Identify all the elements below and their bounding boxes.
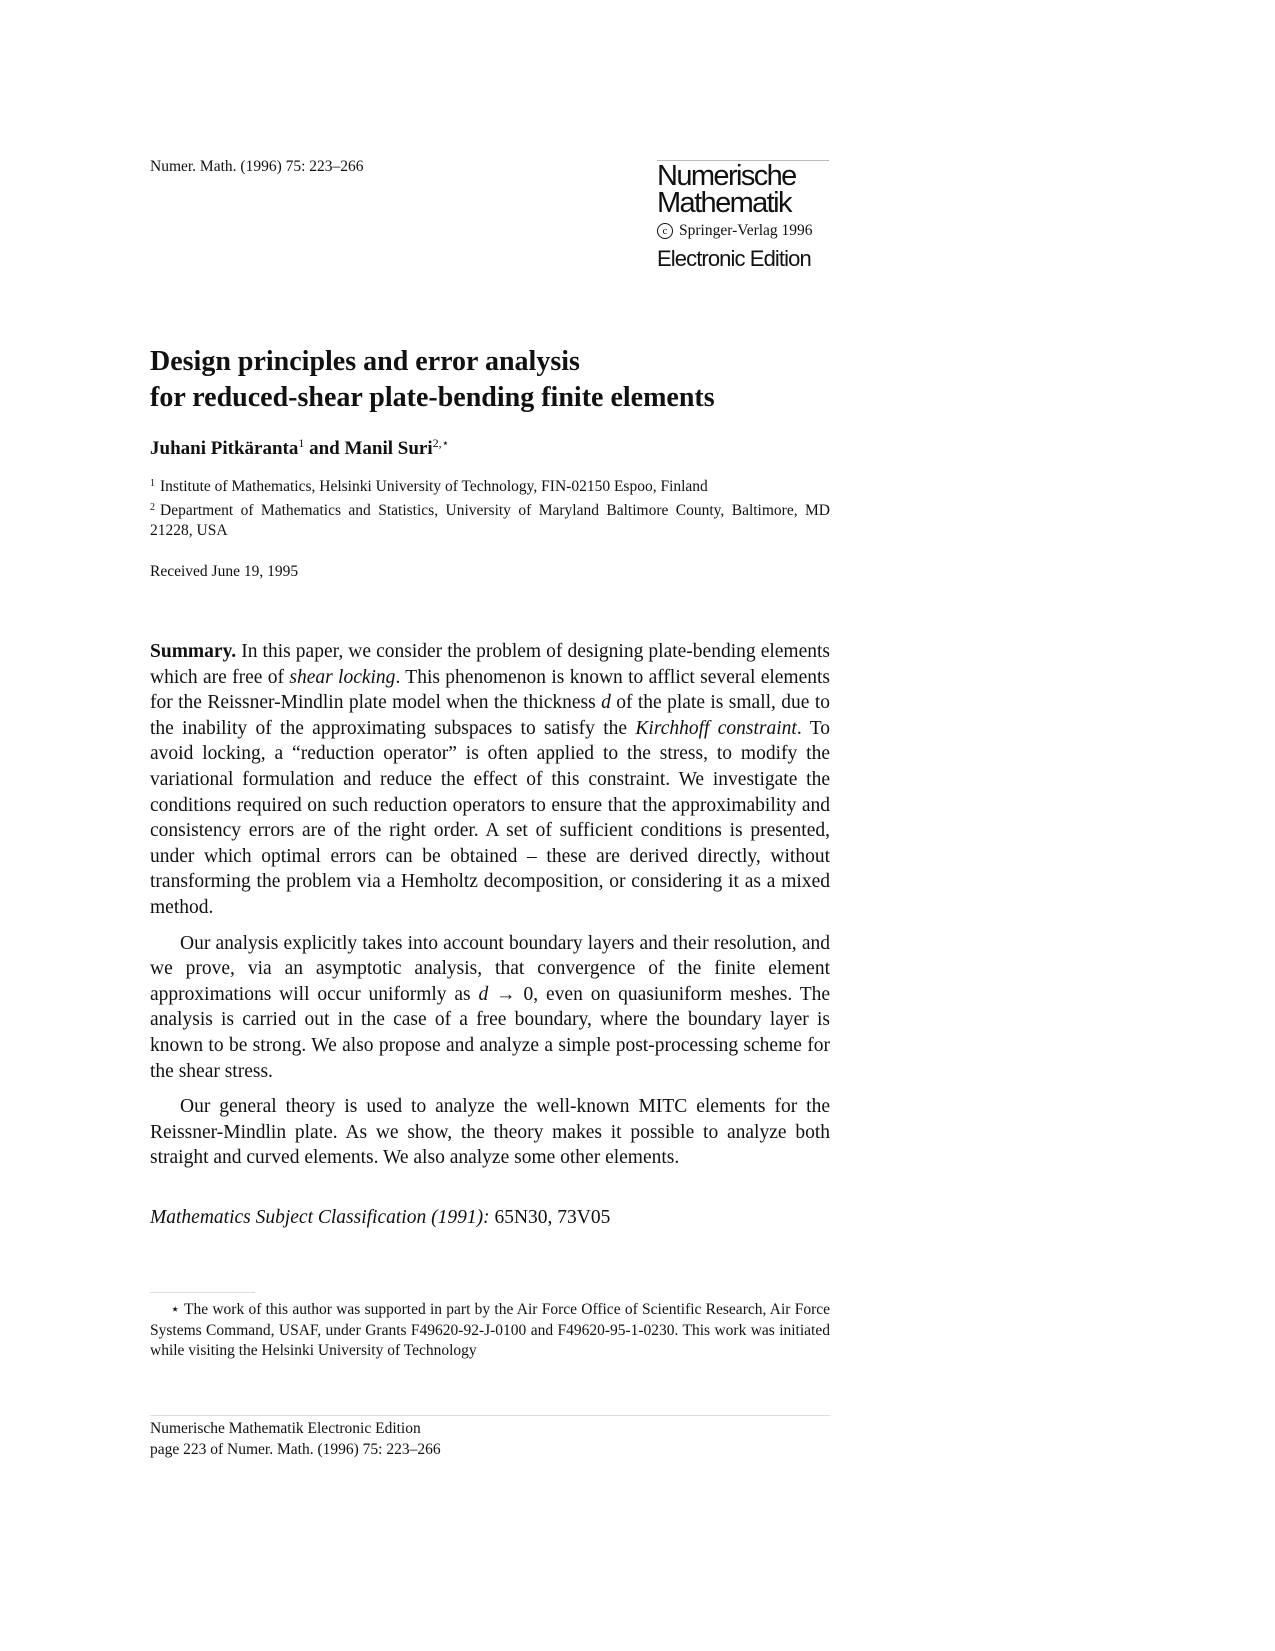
title-line-1: Design principles and error analysis <box>150 346 580 377</box>
author-1-affil: 1 <box>298 436 305 450</box>
msc-codes: 65N30, 73V05 <box>494 1207 611 1228</box>
affiliation-2-text: Department of Mathematics and Statistics, University of Maryland Baltimore County, Baltimore, MD 21228, USA <box>150 501 830 539</box>
variable-d: d <box>478 983 489 1005</box>
author-2: Manil Suri <box>344 438 433 459</box>
affiliation-2-num: 2 <box>150 501 155 513</box>
msc-label: Mathematics Subject Classification (1991): <box>150 1207 490 1228</box>
journal-citation: Numer. Math. (1996) 75: 223–266 <box>150 158 364 175</box>
footer-line-1: Numerische Mathematik Electronic Edition <box>150 1420 421 1437</box>
footnote-mark: ⋆ <box>170 1301 180 1318</box>
emphasis-shear-locking: shear locking <box>289 666 396 688</box>
variable-d: d <box>601 692 611 714</box>
summary-paragraph-2 <box>150 931 830 1085</box>
paper-title <box>150 344 715 416</box>
summary-text: , even on quasiuniform meshes. The analysis is carried out in the case of a free boundary, where the boundary layer is known to be strong. We also propose and analyze a simple post-processing scheme for the shear stress. <box>150 983 831 1082</box>
edition-label: Electronic Edition <box>657 246 811 271</box>
copyright-icon: c <box>657 223 673 239</box>
title-line-2: for reduced-shear plate-bending finite elements <box>150 382 715 413</box>
copyright-line <box>657 222 829 240</box>
affiliation-1-text: Institute of Mathematics, Helsinki University of Technology, FIN-02150 Espoo, Finland <box>160 478 708 495</box>
authors <box>150 436 449 460</box>
author-1: Juhani Pitkäranta <box>150 438 299 459</box>
summary-label: Summary. <box>150 641 237 662</box>
page-footer <box>150 1419 441 1460</box>
affiliation-1 <box>150 474 830 498</box>
summary-paragraph-1 <box>150 639 830 921</box>
summary-text: of the plate is small, due to the inability of the approximating subspaces to satisfy the <box>150 692 831 739</box>
subject-classification <box>150 1207 610 1229</box>
footnote-divider <box>150 1292 255 1293</box>
limit-expression: → 0 <box>496 983 534 1005</box>
footnote-text: The work of this author was supported in part by the Air Force Office of Scientific Research, Air Force Systems Command, USAF, under Grants F49620-92-J-0100 and F49620-95-1-0230. This work was initiated while visiting the Helsinki University of Technology <box>150 1301 830 1359</box>
summary-text: Our analysis explicitly takes into account boundary layers and their resolution, and we prove, via an asymptotic analysis, that convergence of the finite element approximations will occur uniformly as <box>150 932 830 1005</box>
summary-paragraph-3: Our general theory is used to analyze the well-known MITC elements for the Reissner-Mindlin plate. As we show, the theory makes it possible to analyze both straight and curved elements. We also analyze some other elements. <box>150 1096 830 1169</box>
footer-divider <box>150 1415 830 1416</box>
footnote <box>150 1300 830 1362</box>
affiliation-2 <box>150 498 830 542</box>
journal-name-line2: Mathematik <box>657 187 791 219</box>
received-date: Received June 19, 1995 <box>150 563 299 580</box>
emphasis-kirchhoff: Kirchhoff constraint <box>635 717 797 739</box>
affiliations <box>150 474 830 542</box>
journal-name-line1: Numerische <box>657 160 796 192</box>
summary-text: . To avoid locking, a “reduction operator” is often applied to the stress, to modify the variational formulation and reduce the effect of this constraint. We investigate the conditions required on such reduction operators to ensure that the approximability and consistency errors are of the right order. A set of sufficient conditions is presented, under which optimal errors can be obtained – these are derived directly, without transforming the problem via a Hemholtz decomposition, or considering it as a mixed method. <box>150 717 830 918</box>
footer-line-2: page 223 of Numer. Math. (1996) 75: 223–266 <box>150 1440 441 1458</box>
affiliation-1-num: 1 <box>150 478 155 489</box>
summary <box>150 639 830 1181</box>
author-conjunction: and <box>309 438 340 459</box>
journal-logo <box>657 160 829 272</box>
summary-text: In this paper, we consider the problem of designing plate-bending elements which are free of <box>150 641 830 688</box>
author-2-affil: 2,⋆ <box>432 436 450 450</box>
publisher: Springer-Verlag 1996 <box>679 222 813 239</box>
summary-text: . This phenomenon is known to afflict several elements for the Reissner-Mindlin plate model when the thickness <box>150 666 831 714</box>
